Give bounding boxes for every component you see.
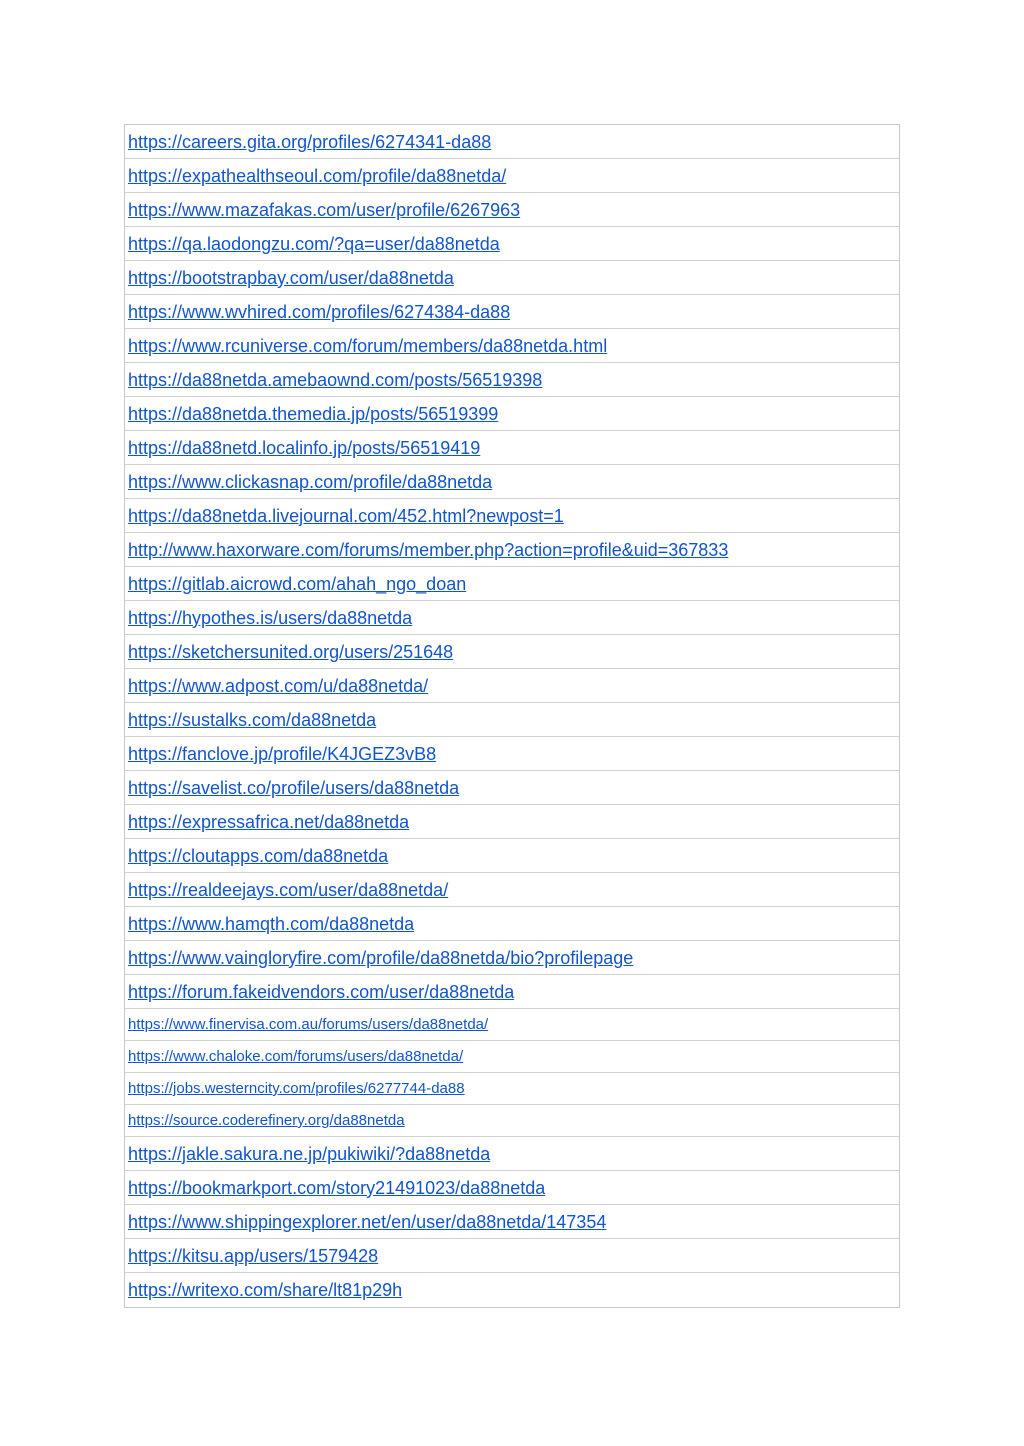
url-link[interactable]: https://qa.laodongzu.com/?qa=user/da88netda — [128, 233, 500, 254]
url-link[interactable]: https://da88netda.amebaownd.com/posts/56519398 — [128, 369, 543, 390]
url-link[interactable]: https://bookmarkport.com/story21491023/da88netda — [128, 1177, 546, 1198]
url-link[interactable]: https://kitsu.app/users/1579428 — [128, 1245, 379, 1266]
table-row — [125, 567, 899, 601]
table-row — [125, 839, 899, 873]
url-link[interactable]: https://www.mazafakas.com/user/profile/6267963 — [128, 199, 521, 220]
url-link[interactable]: https://forum.fakeidvendors.com/user/da88netda — [128, 981, 515, 1002]
table-row — [125, 329, 899, 363]
url-link[interactable]: https://jakle.sakura.ne.jp/pukiwiki/?da88netda — [128, 1143, 491, 1164]
table-row — [125, 465, 899, 499]
table-row — [125, 363, 899, 397]
url-link[interactable]: https://careers.gita.org/profiles/6274341-da88 — [128, 131, 492, 152]
url-link[interactable]: https://www.rcuniverse.com/forum/members/da88netda.html — [128, 335, 608, 356]
table-row — [125, 193, 899, 227]
url-link[interactable]: https://www.clickasnap.com/profile/da88netda — [128, 471, 493, 492]
url-link[interactable]: https://www.vaingloryfire.com/profile/da88netda/bio?profilepage — [128, 947, 634, 968]
table-row — [125, 873, 899, 907]
table-row — [125, 397, 899, 431]
table-row — [125, 1273, 899, 1307]
url-link[interactable]: https://www.finervisa.com.au/forums/users/da88netda/ — [128, 1016, 489, 1033]
link-table — [124, 124, 900, 1308]
table-row — [125, 907, 899, 941]
url-link[interactable]: https://hypothes.is/users/da88netda — [128, 607, 413, 628]
table-row — [125, 261, 899, 295]
table-row — [125, 975, 899, 1009]
table-row — [125, 1239, 899, 1273]
url-link[interactable]: https://www.hamqth.com/da88netda — [128, 913, 415, 934]
url-link[interactable]: https://jobs.westerncity.com/profiles/6277744-da88 — [128, 1080, 465, 1097]
url-link[interactable]: https://fanclove.jp/profile/K4JGEZ3vB8 — [128, 743, 437, 764]
table-row — [125, 941, 899, 975]
table-row — [125, 1171, 899, 1205]
table-row — [125, 1205, 899, 1239]
url-link[interactable]: http://www.haxorware.com/forums/member.php?action=profile&uid=367833 — [128, 539, 729, 560]
table-row — [125, 295, 899, 329]
url-link[interactable]: https://sketchersunited.org/users/251648 — [128, 641, 454, 662]
table-row — [125, 601, 899, 635]
url-link[interactable]: https://da88netda.themedia.jp/posts/56519399 — [128, 403, 499, 424]
url-link[interactable]: https://www.shippingexplorer.net/en/user/da88netda/147354 — [128, 1211, 607, 1232]
table-row — [125, 1009, 899, 1041]
url-link[interactable]: https://www.adpost.com/u/da88netda/ — [128, 675, 429, 696]
url-link[interactable]: https://writexo.com/share/lt81p29h — [128, 1280, 403, 1300]
url-link[interactable]: https://cloutapps.com/da88netda — [128, 845, 389, 866]
table-row — [125, 703, 899, 737]
table-row — [125, 159, 899, 193]
url-link[interactable]: https://www.chaloke.com/forums/users/da88netda/ — [128, 1048, 464, 1065]
url-link[interactable]: https://realdeejays.com/user/da88netda/ — [128, 879, 449, 900]
table-row — [125, 771, 899, 805]
url-link[interactable]: https://www.wvhired.com/profiles/6274384-da88 — [128, 301, 511, 322]
url-link[interactable]: https://gitlab.aicrowd.com/ahah_ngo_doan — [128, 573, 467, 594]
url-link[interactable]: https://bootstrapbay.com/user/da88netda — [128, 267, 454, 288]
url-link[interactable]: https://sustalks.com/da88netda — [128, 709, 377, 730]
table-row — [125, 1137, 899, 1171]
table-row — [125, 737, 899, 771]
table-row — [125, 431, 899, 465]
table-row — [125, 499, 899, 533]
table-row — [125, 533, 899, 567]
table-row — [125, 669, 899, 703]
table-row — [125, 635, 899, 669]
table-row — [125, 805, 899, 839]
url-link[interactable]: https://expressafrica.net/da88netda — [128, 811, 410, 832]
table-row — [125, 1105, 899, 1137]
url-link[interactable]: https://da88netd.localinfo.jp/posts/56519419 — [128, 437, 481, 458]
url-link[interactable]: https://source.coderefinery.org/da88netda — [128, 1112, 405, 1129]
table-row — [125, 125, 899, 159]
table-row — [125, 1073, 899, 1105]
table-row — [125, 1041, 899, 1073]
url-link[interactable]: https://savelist.co/profile/users/da88netda — [128, 777, 460, 798]
table-row — [125, 227, 899, 261]
url-link[interactable]: https://da88netda.livejournal.com/452.html?newpost=1 — [128, 505, 564, 526]
url-link[interactable]: https://expathealthseoul.com/profile/da88netda/ — [128, 165, 507, 186]
